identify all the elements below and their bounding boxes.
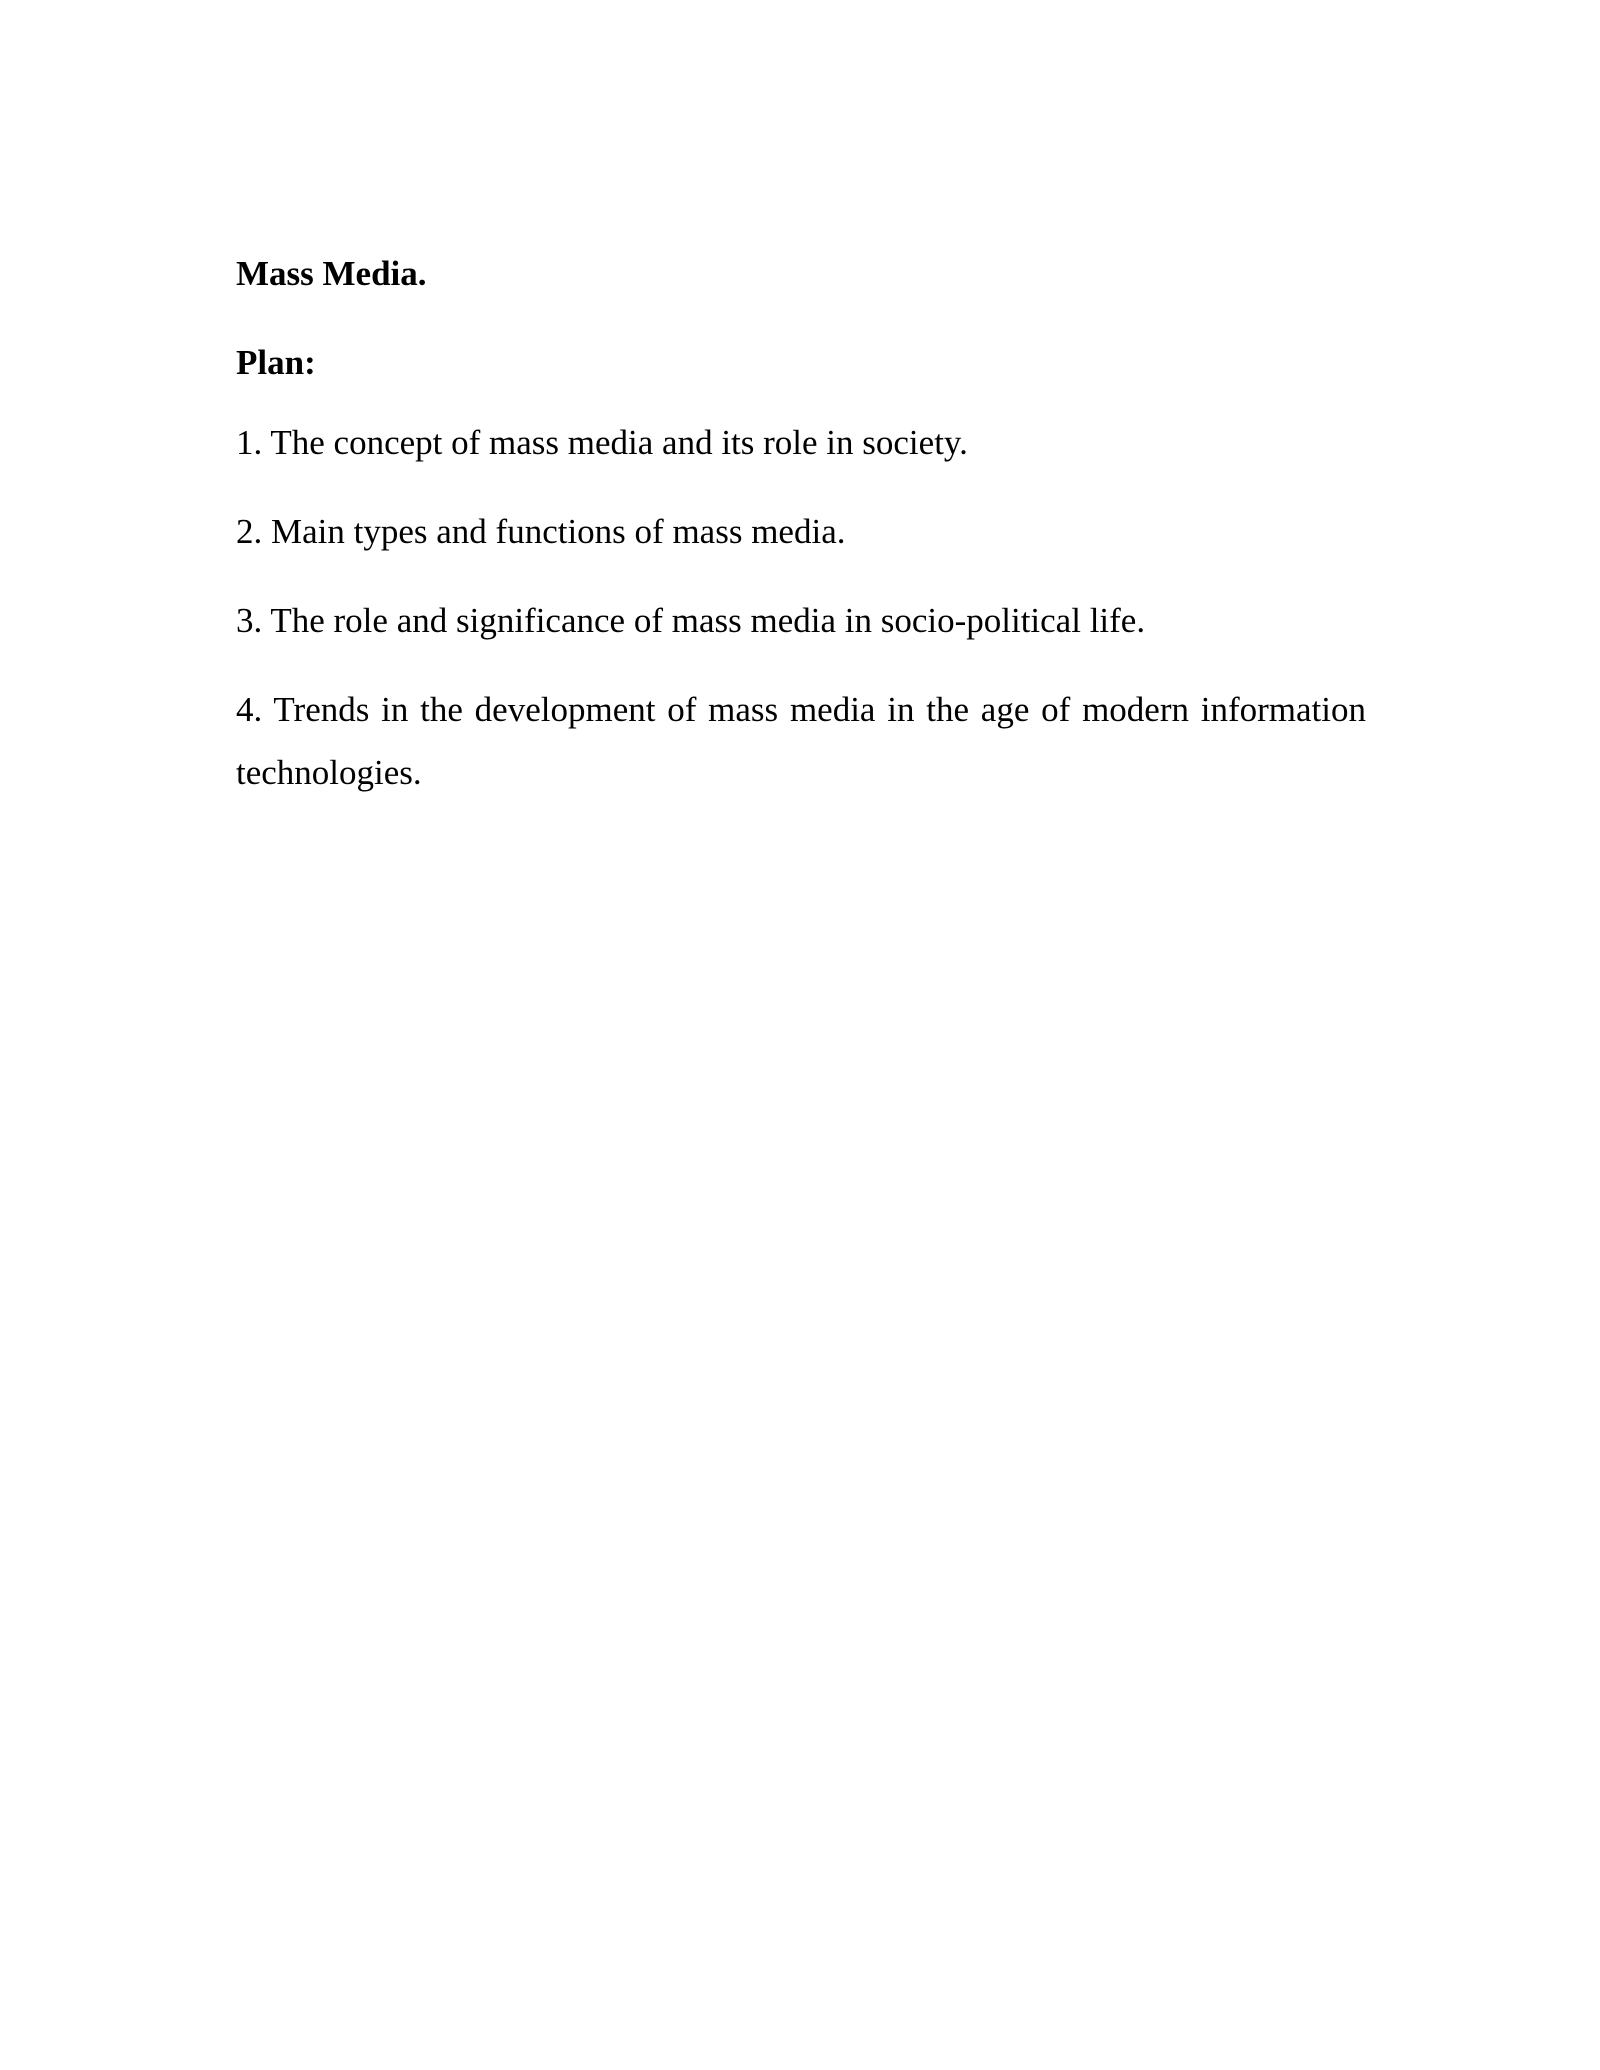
plan-item: 4. Trends in the development of mass media in the age of modern information technologies. <box>236 690 1366 792</box>
document-body <box>236 248 1366 830</box>
plan-item: 1. The concept of mass media and its role in society. <box>236 423 968 462</box>
plan-list <box>236 411 1366 804</box>
plan-item: 3. The role and significance of mass media in socio-political life. <box>236 601 1146 640</box>
plan-item: 2. Main types and functions of mass media. <box>236 512 846 551</box>
document-title: Mass Media. <box>236 254 427 293</box>
plan-heading: Plan: <box>236 343 316 382</box>
